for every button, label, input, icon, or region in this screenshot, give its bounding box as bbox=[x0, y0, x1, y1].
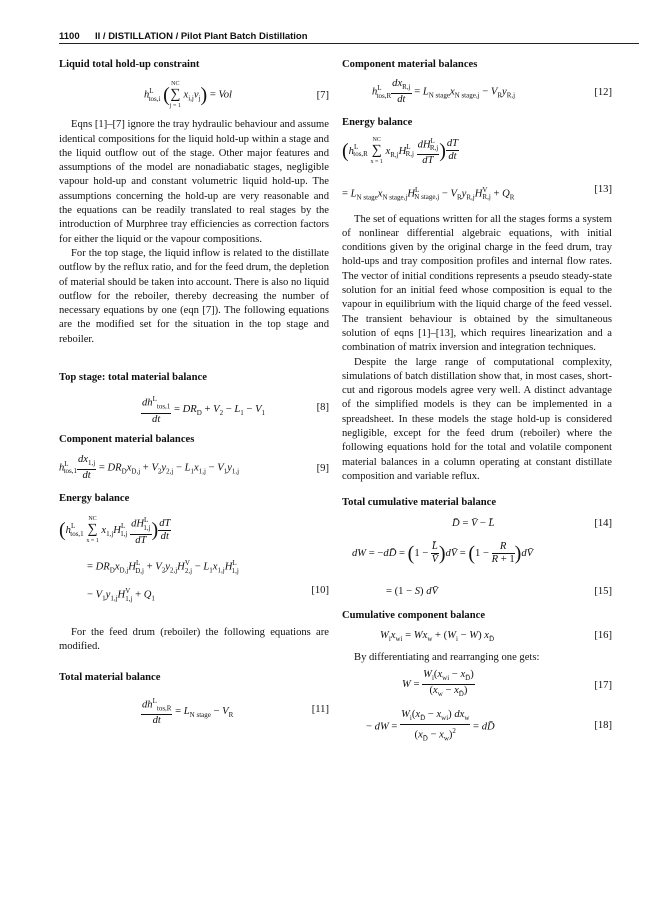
equation-8: $\frac{dh^L_{tos,1}}{dt}$ = $DR_D + V_2 - L_1 - V_1$ [8] bbox=[142, 395, 329, 425]
equation-10-number: [10] bbox=[311, 584, 329, 596]
paragraph-simplified-models: Despite the large range of computational complexity, simulations of batch distillation show that, in most cases, short-cut and rigorous models agree very well. A distinct advantage of the simplified models is they can be implemented in a spreadsheet. In these models the stage hold-up is considered negligible, except for the feed drum (reboiler) where the following equations hold for the total and volatile component material balances in a column operating at constant distillate composition and variable reflux. bbox=[342, 356, 612, 482]
equation-15-number: [15] bbox=[594, 585, 612, 597]
equation-8-number: [8] bbox=[316, 402, 329, 414]
equation-11-number: [11] bbox=[311, 703, 329, 715]
running-header bbox=[59, 28, 633, 43]
equation-16-number: [16] bbox=[594, 629, 612, 641]
equation-7: $h^L_{tos,i}$ ( NC ∑ j = 1 $x_{i,j}v_j$) = Vol [7] bbox=[144, 81, 329, 110]
heading-energy-balance-right: Energy balance bbox=[342, 117, 413, 129]
equation-14: D̄ = V̄ − L̄ [14] bbox=[342, 511, 612, 539]
paragraph-top-stage: For the top stage, the liquid inflow is related to the distillate outflow by the reflux ratio, and for the feed drum, the depletion of material should be taken into account. There is also no liquid outflow for the reboiler, thereby decreasing the number of necessary equations by one (eqn [7]). The following equations are the modified set for the situation in the top stage and reboiler. bbox=[59, 247, 329, 345]
heading-total-material-balance: Total material balance bbox=[59, 671, 161, 683]
equation-18-number: [18] bbox=[594, 720, 612, 732]
running-title: II / DISTILLATION / Pilot Plant Batch Distillation bbox=[95, 31, 308, 42]
equation-9-number: [9] bbox=[316, 462, 329, 474]
paragraph-feed-drum: For the feed drum (reboiler) the following equations are modified. bbox=[59, 626, 329, 653]
equation-10: ($h^L_{tos,1}$ NC ∑ x = 1 $x_{1,j}H^L_{1,j}$ $\frac{dH^L_{1,j}}{dT}$ ) $\frac{dT}{dt}$ = $DR_Dx_{D,j}H^L_{D,j} + V_2y_{2,j}H^V_{2,j} - L_1x_{1,j}H^L_{1,j}$ − $V_1y_{1,j}H^V_{1,j} + Q_1$ [10] bbox=[59, 515, 329, 603]
equation-11: $\frac{dh^L_{tos,R}}{dt}$ = $L_{N stage} - V_R$ [11] bbox=[142, 696, 329, 727]
left-column bbox=[59, 58, 329, 729]
heading-component-balances-right: Component material balances bbox=[342, 59, 478, 70]
heading-component-balances-left: Component material balances bbox=[59, 434, 195, 446]
paragraph-differentiating: By differentiating and rearranging one gets: bbox=[354, 651, 540, 663]
equation-12: $h^L_{tos,R}$ $\frac{dx_{R,j}}{dt}$ = $L_{N stage}x_{N stage,j} - V_Ry_{R,j}$ [12] bbox=[372, 78, 612, 106]
page-number: 1100 bbox=[59, 31, 80, 42]
equation-12-number: [12] bbox=[594, 87, 612, 99]
heading-cumulative-component: Cumulative component balance bbox=[342, 609, 486, 621]
equation-13-number: [13] bbox=[594, 183, 612, 195]
equation-9: $h^L_{tos,1}$ $\frac{dx_{1,j}}{dt}$ = $DR_Dx_{D,j} + V_2y_{2,j} - L_1x_{1,j} - V_1y_{1,j}$ [9] bbox=[59, 453, 329, 481]
heading-cumulative-total: Total cumulative material balance bbox=[342, 497, 497, 509]
equation-15: = (1 − S) dV̄ [15] bbox=[342, 579, 612, 609]
heading-top-stage-balance: Top stage: total material balance bbox=[59, 372, 207, 384]
equation-16: $W_ix_{wi} = Wx_w + (W_i - W)$ $x_{D̄}$ [16] bbox=[380, 629, 612, 643]
paragraph-model-assumptions: Eqns [1]–[7] ignore the tray hydraulic behaviour and assume identical compositions for the liquid hold-up within a stage and the liquid outflow out of the stage. Other major features and assumptions of the model are nonadiabatic stages, negligible vapour hold-up and constant volumetric liquid hold-up. The assumptions concerning the hold-up are very reasonable and the equations can be readily translated to real stages by the introduction of Murphree tray efficiencies as correction factors for either the liquid or the vapour compositions. bbox=[59, 119, 329, 245]
right-column bbox=[342, 58, 612, 743]
equation-14-number: [14] bbox=[594, 517, 612, 529]
equation-17: W = $\frac{W_i(x_{wi} - x_{D̄})}{(x_w - x_{D̄})}$ [17] bbox=[402, 669, 612, 699]
equation-18: − dW = $\frac{W_i(x_{D̄} - x_{wi}) dx_w}{(x_{D̄} - x_w)^2}$ = dD̄ [18] bbox=[366, 709, 612, 743]
equation-13: ($h^L_{tos,R}$ NC ∑ x = 1 $x_{R,j}H^L_{R,j}$ $\frac{dH^L_{R,j}}{dT}$ ) $\frac{dT}{dt}$ = $L_{N stage}x_{N stage,j}H^L_{N stage,j} - V_Ry_{R,j}H^V_{R,j} + Q_R$ [13] bbox=[342, 136, 612, 202]
header-rule bbox=[59, 43, 639, 44]
paragraph-equation-system: The set of equations written for all the stages forms a system of nonlinear differential algebraic equations, with initial conditions given by the original charge in the feed drum, tray hold-ups and tray composition profiles and internal flow rates. The vector of initial conditions represents a pseudo steady-state solution for an initial feed whose composition is equal to the vapour in equilibrium with the liquid charge of the feed vessel. The transient behaviour is obtained by the simultaneous solution of eqns [1]–[13], which requires linearization and a combination of matrix inversion and integration techniques. bbox=[342, 213, 612, 354]
equation-7-number: [7] bbox=[316, 90, 329, 102]
equation-17-number: [17] bbox=[594, 680, 612, 692]
equation-14b: dW = −dD̄ = (1 − $\frac{L̄}{V̄}$ )dV̄ = (1 − $\frac{R}{R + 1}$ )dV̄ bbox=[352, 540, 534, 565]
heading-energy-balance-left: Energy balance bbox=[59, 492, 130, 504]
heading-holdup-constraint: Liquid total hold-up constraint bbox=[59, 59, 200, 70]
